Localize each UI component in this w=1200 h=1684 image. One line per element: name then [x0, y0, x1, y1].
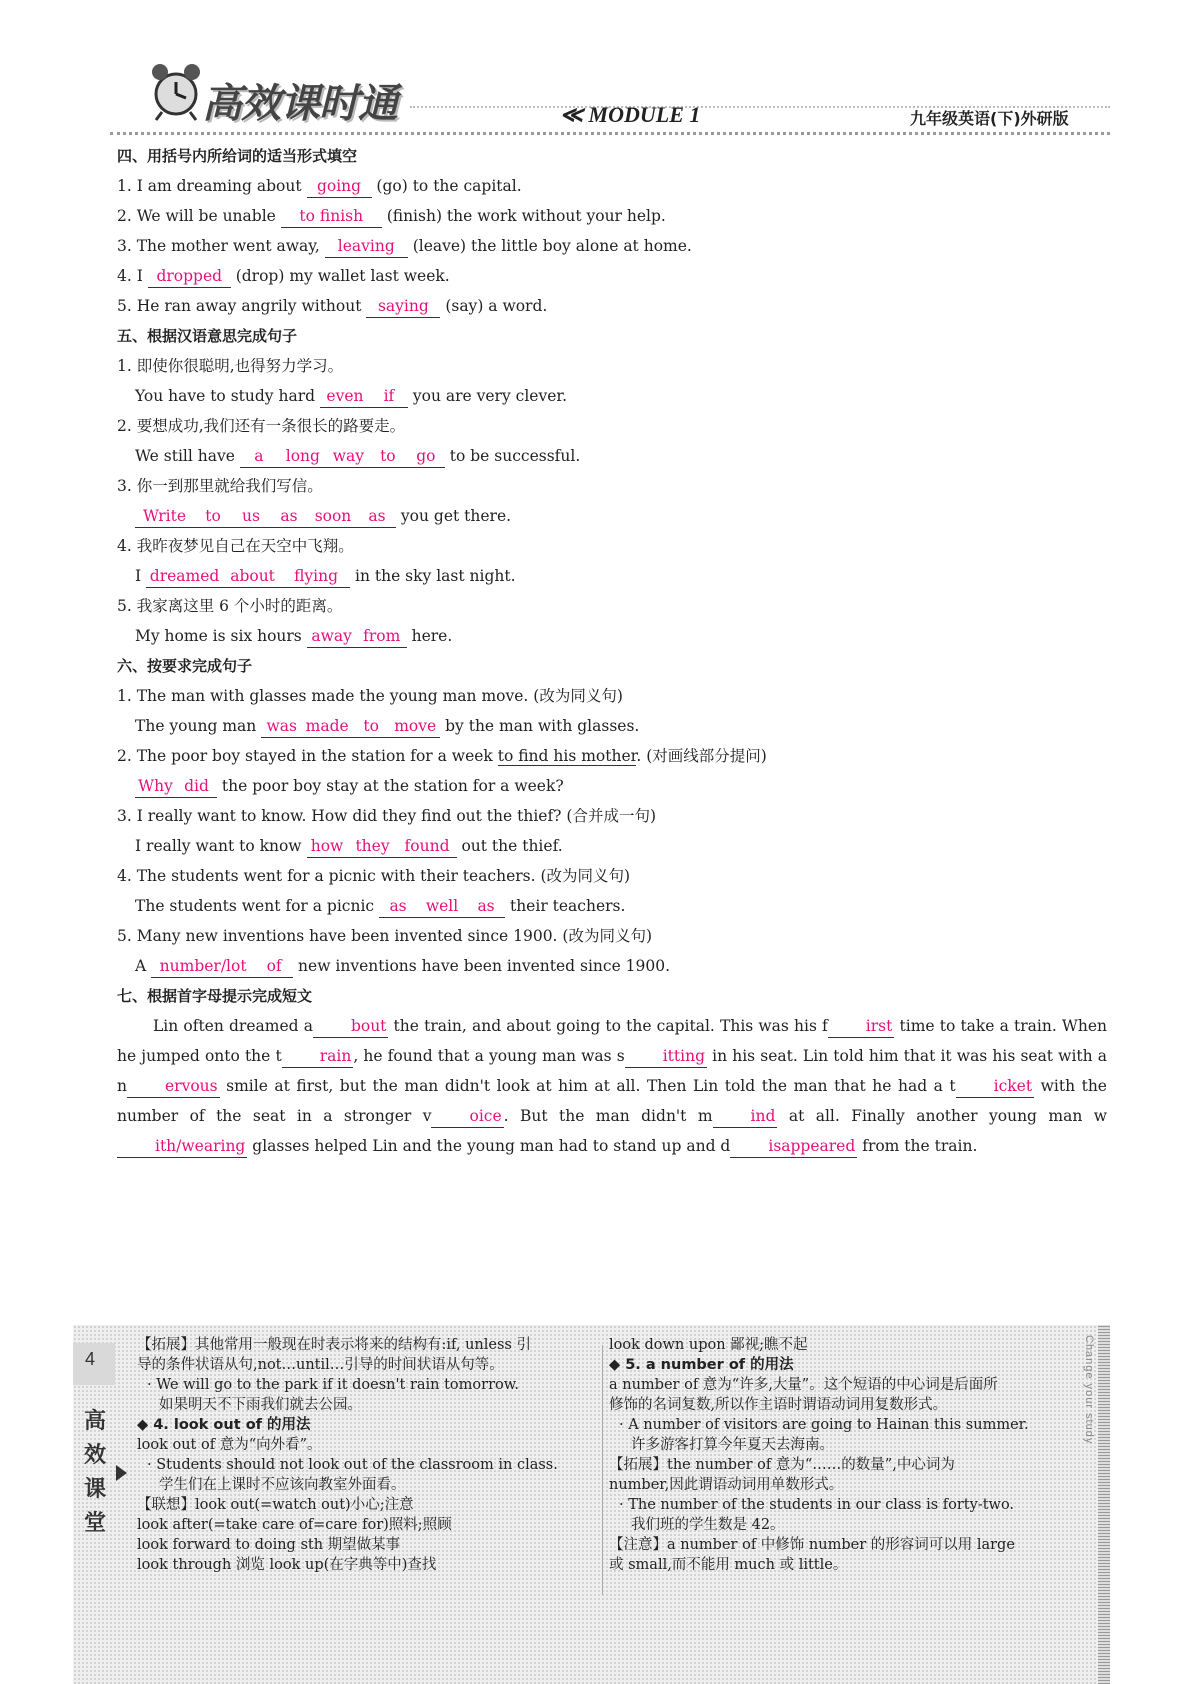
answer-blank: oice	[431, 1105, 503, 1128]
page-header	[110, 46, 1110, 134]
note-line: 【联想】look out(=watch out)小心;注意	[137, 1497, 414, 1513]
notes-left-column	[137, 1335, 597, 1575]
passage-text: smile at first, but the man didn't look at him at all. Then Lin told the man that he had a t	[219, 1077, 956, 1095]
answer-blank: as	[358, 505, 396, 528]
question-instruction: . (对画线部分提问)	[636, 747, 767, 765]
answer-line	[117, 621, 1107, 651]
answer-blank: away	[307, 625, 357, 648]
section-4-title: 四、用括号内所给词的适当形式填空	[117, 147, 358, 165]
section-5-title: 五、根据汉语意思完成句子	[117, 327, 298, 345]
exercise-content	[117, 141, 1107, 1161]
answer-line	[117, 771, 1107, 801]
passage-text: . But the man didn't m	[503, 1107, 713, 1125]
answer-blank: ind	[713, 1105, 778, 1128]
note-line: 我们班的学生数是 42。	[631, 1517, 785, 1533]
answer-line	[117, 831, 1107, 861]
answer-blank: way	[328, 445, 369, 468]
chinese-prompt: 3. 你一到那里就给我们写信。	[117, 477, 323, 495]
question-line	[117, 921, 1107, 951]
alarm-clock-icon	[144, 58, 208, 122]
item-text-before: You have to study hard	[135, 387, 320, 405]
answer-blank: icket	[956, 1075, 1034, 1098]
item-text-after: by the man with glasses.	[440, 717, 640, 735]
answer-blank: a	[240, 445, 278, 468]
question-text: 5. Many new inventions have been invented since 1900. (改为同义句)	[117, 927, 653, 945]
item-text-after: here.	[406, 627, 453, 645]
answer-blank: flying	[282, 565, 350, 588]
note-line: 如果明天不下雨我们就去公园。	[159, 1397, 362, 1413]
answer-blank: about	[223, 565, 282, 588]
notes-panel	[73, 1325, 1110, 1684]
answer-blank: as	[379, 895, 417, 918]
note-line: 修饰的名词复数,所以作主语时谓语动词用复数形式。	[609, 1397, 948, 1413]
section-4-list	[117, 171, 1107, 321]
passage-text: at all. Finally another young man w	[777, 1107, 1107, 1125]
answer-blank: us	[232, 505, 270, 528]
item-number: 4.	[117, 267, 137, 285]
item-text-after: (finish) the work without your help.	[381, 207, 666, 225]
answer-line	[117, 891, 1107, 921]
section-6-title: 六、按要求完成句子	[117, 657, 253, 675]
item-text-after: (say) a word.	[440, 297, 548, 315]
underlined-phrase: to find his mother	[497, 747, 637, 765]
barcode-strip	[1098, 1325, 1110, 1684]
item-text-after: you are very clever.	[407, 387, 568, 405]
side-slogan: Change your study	[1083, 1335, 1095, 1445]
item-text-after: you get there.	[396, 507, 512, 525]
answer-blank: dropped	[148, 265, 231, 288]
question-line	[117, 801, 1107, 831]
answer-blank: itting	[625, 1045, 707, 1068]
item-text-before: My home is six hours	[135, 627, 307, 645]
answer-blank: if	[370, 385, 408, 408]
note-line: look forward to doing sth 期望做某事	[137, 1537, 401, 1553]
question-line	[117, 681, 1107, 711]
note-line: look after(=take care of=care for)照料;照顾	[137, 1517, 452, 1533]
passage-text: with the number of the seat in a stronger v	[117, 1077, 1107, 1125]
answer-blank: as	[467, 895, 505, 918]
answer-line	[117, 711, 1107, 741]
exercise-item	[117, 231, 1107, 261]
item-text-after: (go) to the capital.	[371, 177, 522, 195]
chinese-prompt: 1. 即使你很聪明,也得努力学习。	[117, 357, 344, 375]
answer-line	[117, 951, 1107, 981]
answer-blank: move	[390, 715, 440, 738]
note-line: · Students should not look out of the classroom in class.	[147, 1457, 558, 1473]
note-line: 【注意】a number of 中修饰 number 的形容词可以用 large	[609, 1537, 1015, 1553]
item-text-after: (drop) my wallet last week.	[230, 267, 450, 285]
answer-blank: well	[417, 895, 467, 918]
header-divider	[110, 132, 1110, 135]
section-5-list	[117, 351, 1107, 651]
note-line: 许多游客打算今年夏天去海南。	[631, 1437, 834, 1453]
answer-blank: bout	[313, 1015, 388, 1038]
item-number: 3.	[117, 237, 137, 255]
answer-blank: of	[255, 955, 293, 978]
question-line	[117, 861, 1107, 891]
item-text-after: out the thief.	[456, 837, 563, 855]
item-text-before: I	[136, 267, 148, 285]
question-text: 4. The students went for a picnic with their teachers. (改为同义句)	[117, 867, 631, 885]
answer-blank: ervous	[127, 1075, 220, 1098]
answer-blank: to	[352, 715, 390, 738]
answer-line	[117, 441, 1107, 471]
item-number: 1.	[117, 177, 137, 195]
passage-text: Lin often dreamed a	[153, 1017, 313, 1035]
answer-blank: Write	[135, 505, 194, 528]
logo-text: 高效课时通	[202, 81, 397, 127]
item-text-before: I am dreaming about	[136, 177, 307, 195]
answer-blank: isappeared	[730, 1135, 857, 1158]
answer-blank: was	[261, 715, 302, 738]
brand-logo	[110, 50, 410, 130]
answer-blank: irst	[828, 1015, 895, 1038]
note-line: · The number of the students in our class is forty-two.	[619, 1497, 1015, 1513]
chinese-prompt: 4. 我昨夜梦见自己在天空中飞翔。	[117, 537, 354, 555]
item-text-before: The mother went away,	[136, 237, 325, 255]
exercise-item	[117, 291, 1107, 321]
answer-blank: soon	[308, 505, 358, 528]
item-number: 2.	[117, 207, 137, 225]
question-text: 1. The man with glasses made the young man move. (改为同义句)	[117, 687, 623, 705]
passage-text: from the train.	[857, 1137, 978, 1155]
notes-column-divider	[602, 1345, 603, 1595]
note-line: 【拓展】其他常用一般现在时表示将来的结构有:if, unless 引	[137, 1337, 531, 1353]
note-line: ◆ 5. a number of 的用法	[609, 1357, 794, 1373]
passage-text: glasses helped Lin and the young man had to stand up and d	[247, 1137, 731, 1155]
item-text-before: The students went for a picnic	[135, 897, 380, 915]
notes-right-column	[609, 1335, 1079, 1575]
exercise-item	[117, 171, 1107, 201]
passage-text: in his seat. Lin told him that it was his seat with a n	[117, 1047, 1107, 1095]
answer-blank: to finish	[281, 205, 382, 228]
note-line: · A number of visitors are going to Hainan this summer.	[619, 1417, 1029, 1433]
answer-blank: they	[348, 835, 398, 858]
item-text-after: the poor boy stay at the station for a week?	[217, 777, 564, 795]
question-text: 2. The poor boy stayed in the station for a week	[117, 747, 498, 765]
answer-blank: long	[278, 445, 328, 468]
passage-text: time to take a train. When he jumped onto the t	[117, 1017, 1107, 1065]
item-text-before: The young man	[135, 717, 262, 735]
item-text-before: He ran away angrily without	[136, 297, 367, 315]
module-label: ≪ MODULE 1	[560, 102, 701, 127]
answer-blank: from	[357, 625, 407, 648]
section-7-passage	[117, 1011, 1107, 1161]
section-7-title: 七、根据首字母提示完成短文	[117, 987, 313, 1005]
vertical-label: 高 效 课 堂	[83, 1409, 106, 1536]
note-line: look out of 意为“向外看”。	[137, 1437, 322, 1453]
answer-blank: leaving	[325, 235, 408, 258]
item-text-before: I	[135, 567, 147, 585]
answer-blank: made	[302, 715, 352, 738]
note-line: look through 浏览 look up(在字典等中)查找	[137, 1557, 437, 1573]
item-number: 5.	[117, 297, 137, 315]
exercise-item	[117, 201, 1107, 231]
answer-blank: did	[176, 775, 217, 798]
item-text-before: A	[135, 957, 152, 975]
note-line: 【拓展】the number of 意为“……的数量”,中心词为	[609, 1457, 955, 1473]
grade-label: 九年级英语(下)外研版	[910, 109, 1069, 128]
note-line: number,因此谓语动词用单数形式。	[609, 1477, 844, 1493]
item-text-after: their teachers.	[505, 897, 626, 915]
passage-text: , he found that a young man was s	[353, 1047, 625, 1065]
page-number: 4	[85, 1349, 96, 1369]
item-text-before: We still have	[135, 447, 240, 465]
note-line: ◆ 4. look out of 的用法	[137, 1417, 311, 1433]
answer-blank: how	[307, 835, 348, 858]
note-line: a number of 意为“许多,大量”。这个短语的中心词是后面所	[609, 1377, 998, 1393]
question-text: 3. I really want to know. How did they find out the thief? (合并成一句)	[117, 807, 657, 825]
item-text-before: We will be unable	[136, 207, 281, 225]
answer-blank: even	[320, 385, 370, 408]
answer-line	[117, 561, 1107, 591]
answer-blank: saying	[366, 295, 440, 318]
note-line: 导的条件状语从句,not…until…引导的时间状语从句等。	[137, 1357, 504, 1373]
page-number-tab	[73, 1343, 115, 1385]
item-text-before: I really want to know	[135, 837, 307, 855]
item-text-after: new inventions have been invented since 1900.	[293, 957, 671, 975]
question-line	[117, 741, 1107, 771]
item-text-after: to be successful.	[444, 447, 581, 465]
note-line: 或 small,而不能用 much 或 little。	[609, 1557, 848, 1573]
exercise-item	[117, 261, 1107, 291]
answer-line	[117, 501, 1107, 531]
answer-blank: found	[398, 835, 457, 858]
answer-blank: rain	[282, 1045, 354, 1068]
note-line: look down upon 鄙视;瞧不起	[609, 1337, 808, 1353]
answer-blank: dreamed	[146, 565, 223, 588]
answer-blank: going	[307, 175, 372, 198]
note-line: · We will go to the park if it doesn't rain tomorrow.	[147, 1377, 520, 1393]
item-text-after: in the sky last night.	[350, 567, 516, 585]
answer-blank: to	[194, 505, 232, 528]
answer-blank: as	[270, 505, 308, 528]
chinese-prompt: 2. 要想成功,我们还有一条很长的路要走。	[117, 417, 406, 435]
note-line: 学生们在上课时不应该向教室外面看。	[159, 1477, 406, 1493]
answer-blank: to	[369, 445, 407, 468]
item-text-after: (leave) the little boy alone at home.	[407, 237, 692, 255]
chinese-prompt: 5. 我家离这里 6 个小时的距离。	[117, 597, 343, 615]
answer-blank: ith/wearing	[117, 1135, 247, 1158]
arrow-right-icon	[116, 1465, 127, 1481]
answer-blank: Why	[135, 775, 176, 798]
section-6-list	[117, 681, 1107, 981]
answer-line	[117, 381, 1107, 411]
answer-blank: number/lot	[151, 955, 255, 978]
answer-blank: go	[407, 445, 445, 468]
passage-text: the train, and about going to the capital. This was his f	[388, 1017, 828, 1035]
